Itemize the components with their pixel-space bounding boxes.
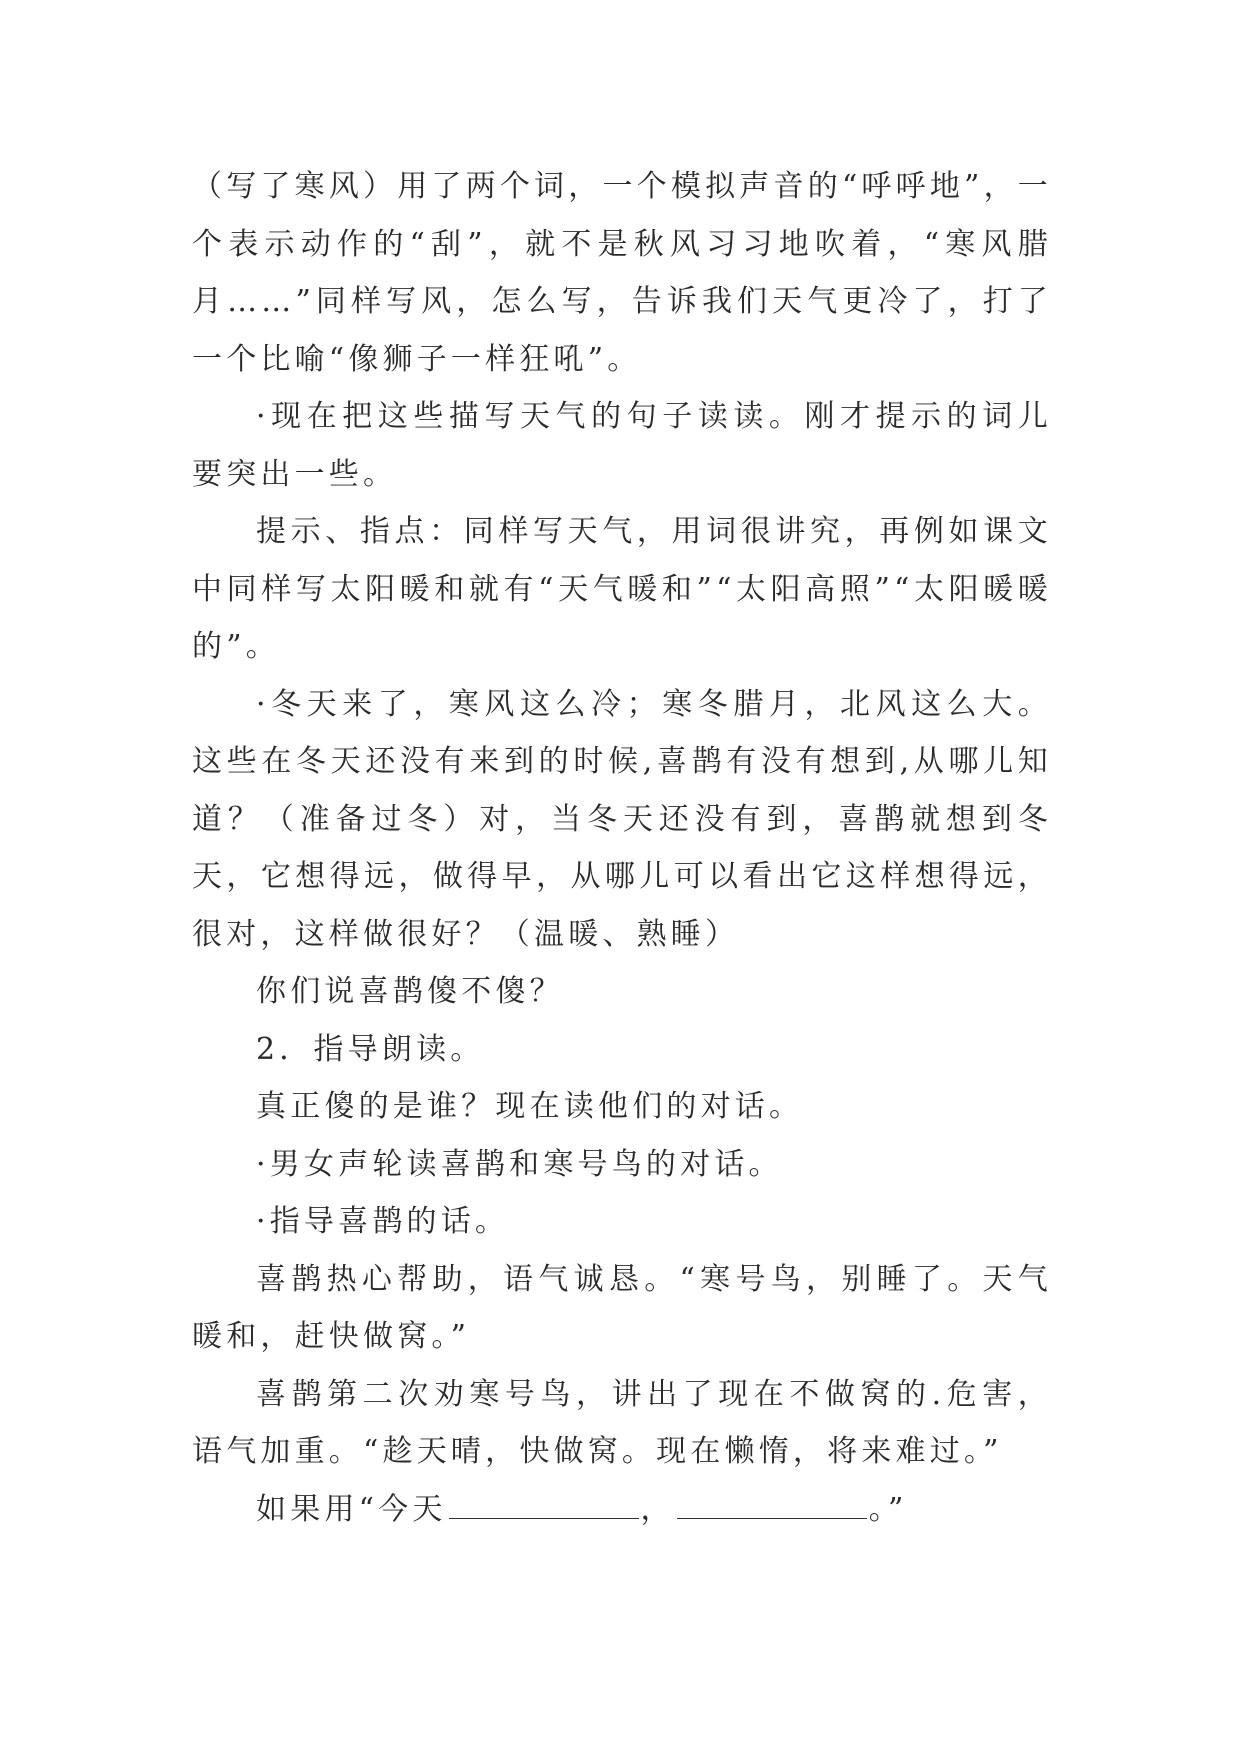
document-body bbox=[192, 158, 1052, 1538]
paragraph-9: ·指导喜鹊的话。 bbox=[256, 1204, 510, 1239]
blank-1 bbox=[449, 1496, 639, 1519]
paragraph-6: 2．指导朗读。 bbox=[256, 1031, 485, 1067]
paragraph-11: 喜鹊第二次劝寒号鸟，讲出了现在不做窝的.危害，语气加重。“趁天晴，快做窝。现在懒惰，将来难过。” bbox=[192, 1376, 1052, 1469]
paragraph-8: ·男女声轮读喜鹊和寒号鸟的对话。 bbox=[256, 1146, 783, 1182]
paragraph-1: （写了寒风）用了两个词，一个模拟声音的“呼呼地”，一个表示动作的“刮”，就不是秋风习习地吹着，“寒风腊月……”同样写风，怎么写，告诉我们天气更冷了，打了一个比喻“像狮子一样狂吼”。 bbox=[192, 169, 1052, 377]
paragraph-3: 提示、指点：同样写天气，用词很讲究，再例如课文中同样写太阳暖和就有“天气暖和”“太阳高照”“太阳暖暖的”。 bbox=[192, 514, 1052, 664]
fill-in-prefix: 如果用“今天 bbox=[256, 1491, 447, 1527]
blank-2 bbox=[677, 1496, 867, 1519]
fill-in-blank-line bbox=[192, 1481, 1052, 1539]
paragraph-2: ·现在把这些描写天气的句子读读。刚才提示的词儿要突出一些。 bbox=[192, 399, 1052, 492]
paragraph-4: ·冬天来了，寒风这么冷；寒冬腊月，北风这么大。这些在冬天还没有来到的时候,喜鹊有没有想到,从哪儿知道？（准备过冬）对，当冬天还没有到，喜鹊就想到冬天，它想得远，做得早，从哪儿可以看出它这样想得远，很对，这样做很好？（温暖、熟睡） bbox=[192, 686, 1052, 952]
fill-in-suffix: 。” bbox=[868, 1491, 908, 1527]
paragraph-7: 真正傻的是谁？现在读他们的对话。 bbox=[256, 1089, 804, 1124]
paragraph-5: 你们说喜鹊傻不傻？ bbox=[256, 974, 564, 1009]
fill-in-separator: ， bbox=[640, 1491, 675, 1527]
paragraph-10: 喜鹊热心帮助，语气诚恳。“寒号鸟，别睡了。天气暖和，赶快做窝。” bbox=[192, 1261, 1052, 1354]
